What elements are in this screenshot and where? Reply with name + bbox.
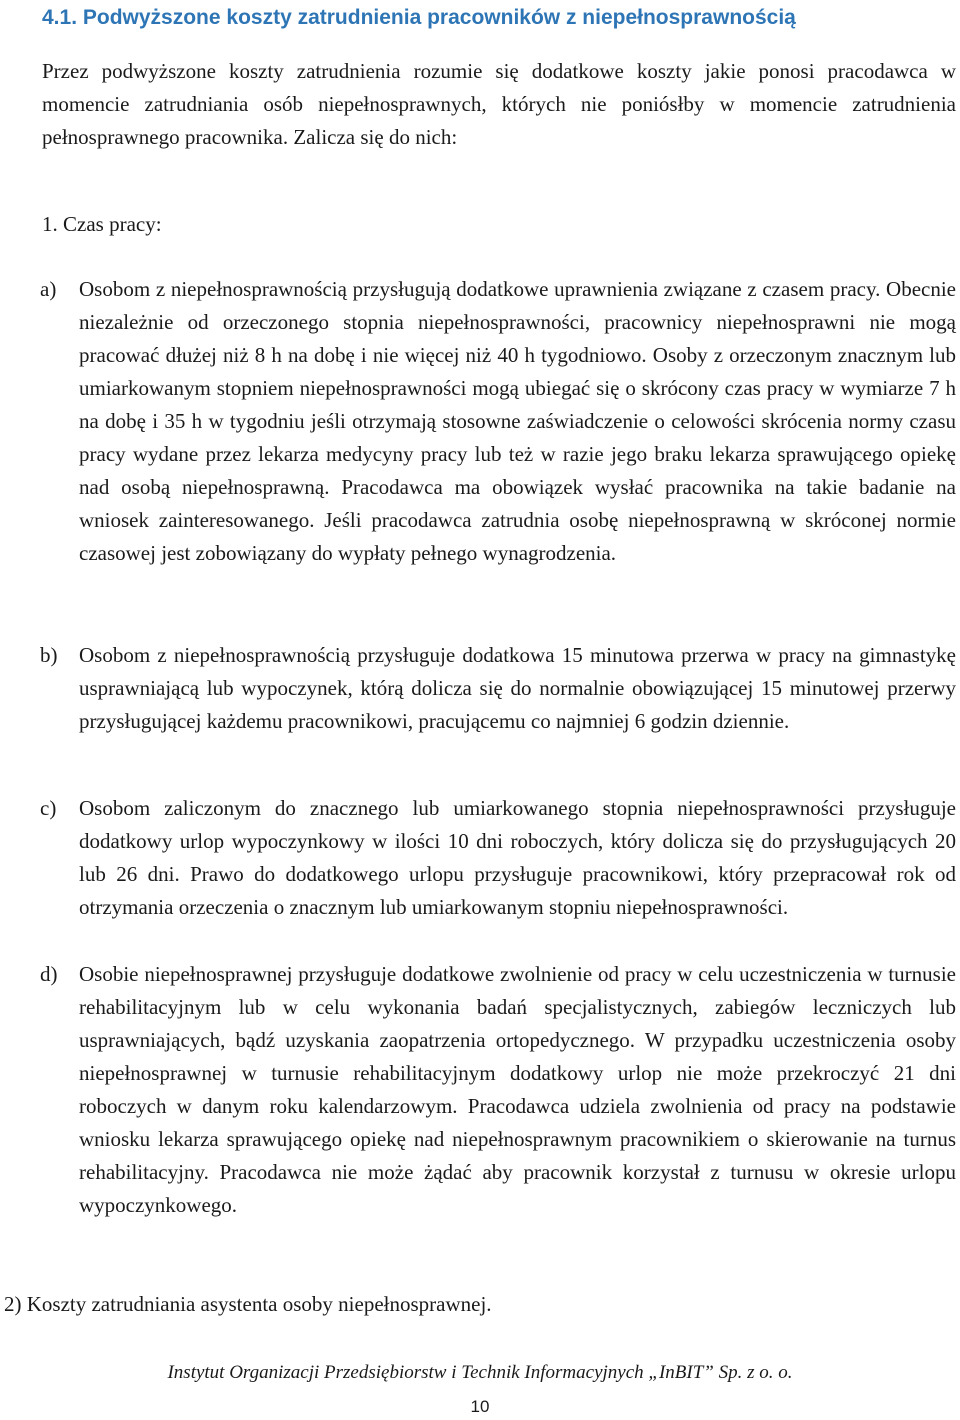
item-b-marker: b) [40, 643, 58, 667]
item-d-text: Osobie niepełnosprawnej przysługuje dodatkowe zwolnienie od pracy w celu uczestniczenia w turnusie rehabilitacyjnym lub w celu wykonania badań specjalistycznych, zabiegów leczniczych lub usprawniających, bądź uzyskania zaopatrzenia ortopedycznego. W przypadku uczestniczenia osoby niepełnosprawnej w turnusie rehabilitacyjnym dodatkowy urlop nie może przekroczyć 21 dni roboczych w danym roku kalendarzowym. Pracodawca udziela zwolnienia od pracy na podstawie wniosku lekarza sprawującego opiekę nad niepełnosprawnym pracownikiem o skierowanie na turnus rehabilitacyjny. Pracodawca nie może żądać aby pracownik korzystał z turnusu w okresie urlopu wypoczynkowego. [79, 962, 956, 1217]
item-a-text: Osobom z niepełnosprawnością przysługują dodatkowe uprawnienia związane z czasem pracy. Obecnie niezależnie od orzeczonego stopnia niepełnosprawności, pracownicy niepełnosprawni nie mogą pracować dłużej niż 8 h na dobę i nie więcej niż 40 h tygodniowo. Osoby z orzeczonym znacznym lub umiarkowanym stopniem niepełnosprawności mogą ubiegać się o skrócony czas pracy w wymiarze 7 h na dobę i 35 h w tygodniu jeśli otrzymają stosowne zaświadczenie o celowości skrócenia normy czasu pracy wydane przez lekarza medycyny pracy lub też w razie jego braku lekarza sprawującego opiekę nad osobą niepełnosprawną. Pracodawca ma obowiązek wysłać pracownika na takie badanie na wniosek zainteresowanego. Jeśli pracodawca zatrudnia osobę niepełnosprawną w skróconej normie czasowej jest zobowiązany do wypłaty pełnego wynagrodzenia. [79, 277, 956, 565]
item-c-marker: c) [40, 796, 57, 820]
item-b-text: Osobom z niepełnosprawnością przysługuje dodatkowa 15 minutowa przerwa w pracy na gimnastykę usprawniającą lub wypoczynek, którą dolicza się do normalnie obowiązującej 15 minutowej przerwy przysługującej każdemu pracownikowi, pracującemu co najmniej 6 godzin dziennie. [79, 643, 956, 733]
intro-paragraph: Przez podwyższone koszty zatrudnienia rozumie się dodatkowe koszty jakie ponosi pracodawca w momencie zatrudniania osób niepełnosprawnych, których nie poniósłby w momencie zatrudnienia pełnosprawnego pracownika. Zalicza się do nich: [42, 59, 956, 149]
item-a-marker: a) [40, 277, 57, 301]
numbered-item-1-label: 1. Czas pracy: [42, 212, 162, 236]
page-footer: Instytut Organizacji Przedsiębiorstw i Technik Informacyjnych „InBIT” Sp. z o. o. [167, 1362, 793, 1383]
item-d-marker: d) [40, 962, 58, 986]
item-c-text: Osobom zaliczonym do znacznego lub umiarkowanego stopnia niepełnosprawności przysługuje dodatkowy urlop wypoczynkowy w ilości 10 dni roboczych, który dolicza się do przysługujących 20 lub 26 dni. Prawo do dodatkowego urlopu przysługuje pracownikowi, który przepracował rok od otrzymania orzeczenia o znacznym lub umiarkowanym stopniu niepełnosprawności. [79, 796, 956, 919]
page-number: 10 [470, 1397, 490, 1416]
section-heading: 4.1. Podwyższone koszty zatrudnienia pracowników z niepełnosprawnością [42, 6, 796, 29]
numbered-item-2-label: 2) Koszty zatrudniania asystenta osoby niepełnosprawnej. [4, 1292, 492, 1316]
